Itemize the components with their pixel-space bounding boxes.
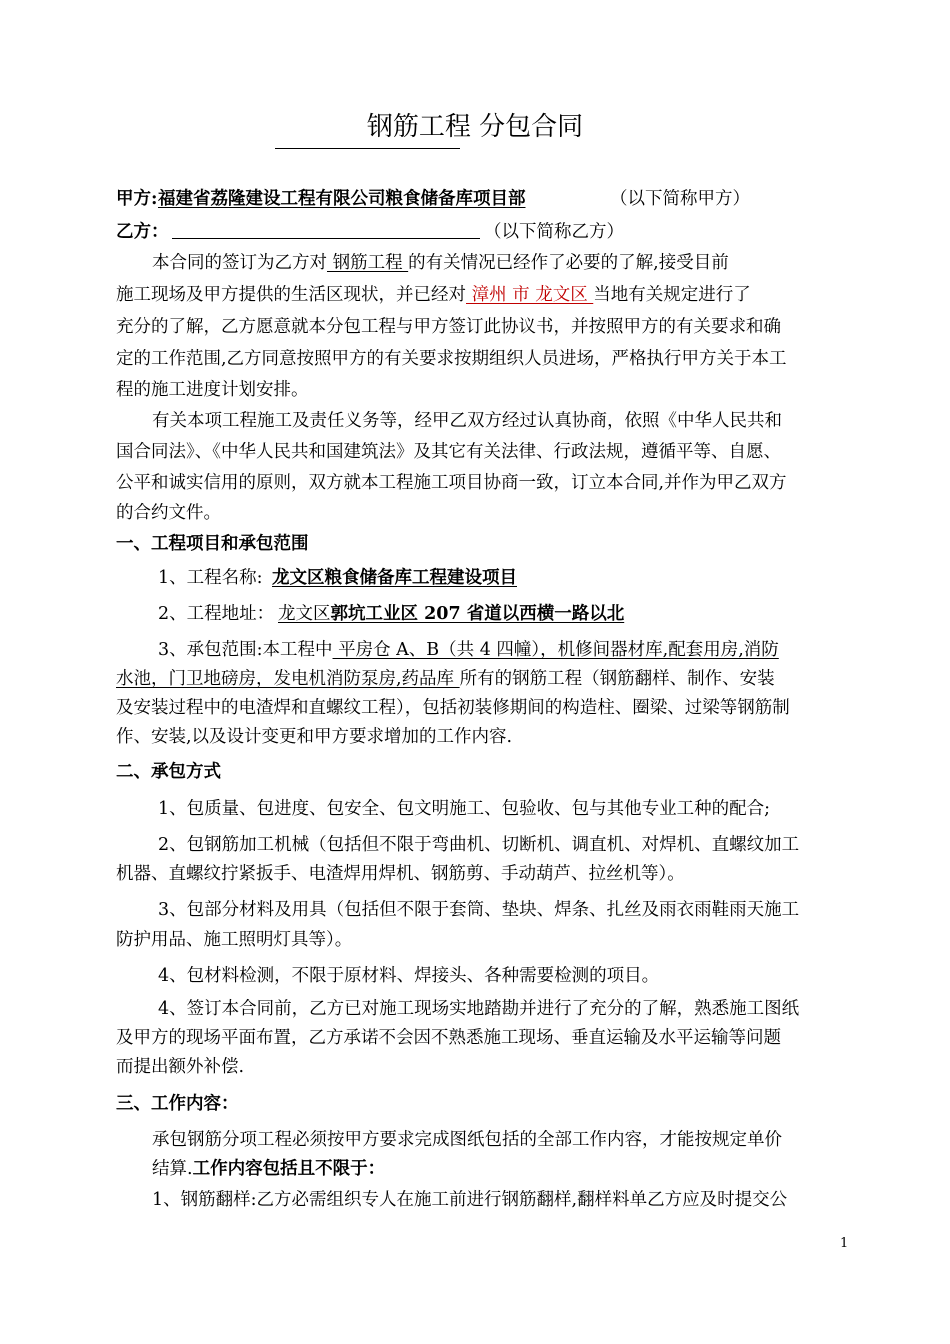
intro-text: 程的施工进度计划安排。 [116,380,309,400]
intro-text: 定的工作范围,乙方同意按照甲方的有关要求按期组织人员进场，严格执行甲方关于本工 [116,349,787,369]
intro-text: 当地有关规定进行了 [593,285,751,305]
project-name-value: 龙文区粮食储备库工程建设项目 [272,568,517,588]
scope-value: 平房仓 A、B（共 4 四幢），机修间器材库,配套用房,消防 [332,640,779,660]
item-text: 2、包钢筋加工机械（包括但不限于弯曲机、切断机、调直机、对焊机、直螺纹加工 [158,835,800,855]
item-text: 及甲方的现场平面布置，乙方承诺不会因不熟悉施工现场、垂直运输及水平运输等问题 [116,1028,781,1048]
scope-value: 水池，门卫地磅房，发电机消防泵房,药品库 [116,669,460,689]
section-heading: 二、承包方式 [116,762,221,782]
party-a-suffix: （以下简称甲方） [610,189,750,209]
scope-text: 及安装过程中的电渣焊和直螺纹工程），包括初装修期间的构造柱、圈梁、过梁等钢筋制 [116,698,790,718]
para-text: 的合约文件。 [116,503,221,523]
project-name-label: 1、工程名称: [158,568,263,588]
work-text-bold: 工作内容包括且不限于： [192,1159,386,1179]
item-text: 而提出额外补偿. [116,1057,245,1077]
section-heading: 一、工程项目和承包范围 [116,534,309,554]
party-a-label: 甲方: [116,189,158,209]
scope-label: 3、承包范围:本工程中 [158,640,333,660]
intro-text: 施工现场及甲方提供的生活区现状，并已经对 [116,285,466,305]
party-b-blank [172,220,480,239]
item-text: 1、包质量、包进度、包安全、包文明施工、包验收、包与其他专业工种的配合; [158,799,771,819]
item-text: 3、包部分材料及用具（包括但不限于套筒、垫块、焊条、扎丝及雨衣雨鞋雨天施工 [158,900,800,920]
intro-text: 充分的了解，乙方愿意就本分包工程与甲方签订此协议书，并按照甲方的有关要求和确 [116,317,781,337]
party-b-suffix: （以下简称乙方） [484,222,624,242]
item-text: 防护用品、施工照明灯具等）。 [116,930,353,950]
project-address-label: 2、工程地址： [158,604,275,624]
document-title: 钢筋工程 分包合同 [366,112,584,142]
para-text: 公平和诚实信用的原则，双方就本工程施工项目协商一致，订立本合同,并作为甲乙双方 [116,473,787,493]
item-text: 4、包材料检测，不限于原材料、焊接头、各种需要检测的项目。 [158,966,660,986]
project-address-value: 龙文区 [278,604,331,624]
item-text: 4、签订本合同前，乙方已对施工现场实地踏勘并进行了充分的了解，熟悉施工图纸 [158,999,800,1019]
intro-location: 漳州 市 龙文区 [466,285,594,305]
intro-text: 本合同的签订为乙方对 [152,253,327,273]
para-text: 国合同法》、《中华人民共和国建筑法》及其它有关法律、行政法规，遵循平等、自愿、 [116,442,781,462]
scope-text: 作、安装,以及设计变更和甲方要求增加的工作内容. [116,727,513,747]
work-text: 结算. [152,1159,193,1179]
party-b-label: 乙方： [116,222,169,242]
page-number: 1 [840,1236,849,1251]
party-a-value: 福建省荔隆建设工程有限公司粮食储备库项目部 [158,189,526,209]
item-text: 机器、直螺纹拧紧扳手、电渣焊用焊机、钢筋剪、手动葫芦、拉丝机等）。 [116,864,685,884]
section-heading: 三、工作内容： [116,1094,239,1114]
title-underline [275,148,460,149]
intro-text: 的有关情况已经作了必要的了解,接受目前 [408,253,729,273]
scope-text: 所有的钢筋工程（钢筋翻样、制作、安装 [459,669,775,689]
project-address-value-bold: 郭坑工业区 207 省道以西横一路以北 [330,604,625,624]
para-text: 有关本项工程施工及责任义务等，经甲乙双方经过认真协商，依照《中华人民共和 [152,411,782,431]
intro-work-name: 钢筋工程 [327,253,409,273]
work-text: 1、钢筋翻样:乙方必需组织专人在施工前进行钢筋翻样,翻样料单乙方应及时提交公 [152,1190,788,1210]
work-text: 承包钢筋分项工程必须按甲方要求完成图纸包括的全部工作内容，才能按规定单价 [152,1130,782,1150]
